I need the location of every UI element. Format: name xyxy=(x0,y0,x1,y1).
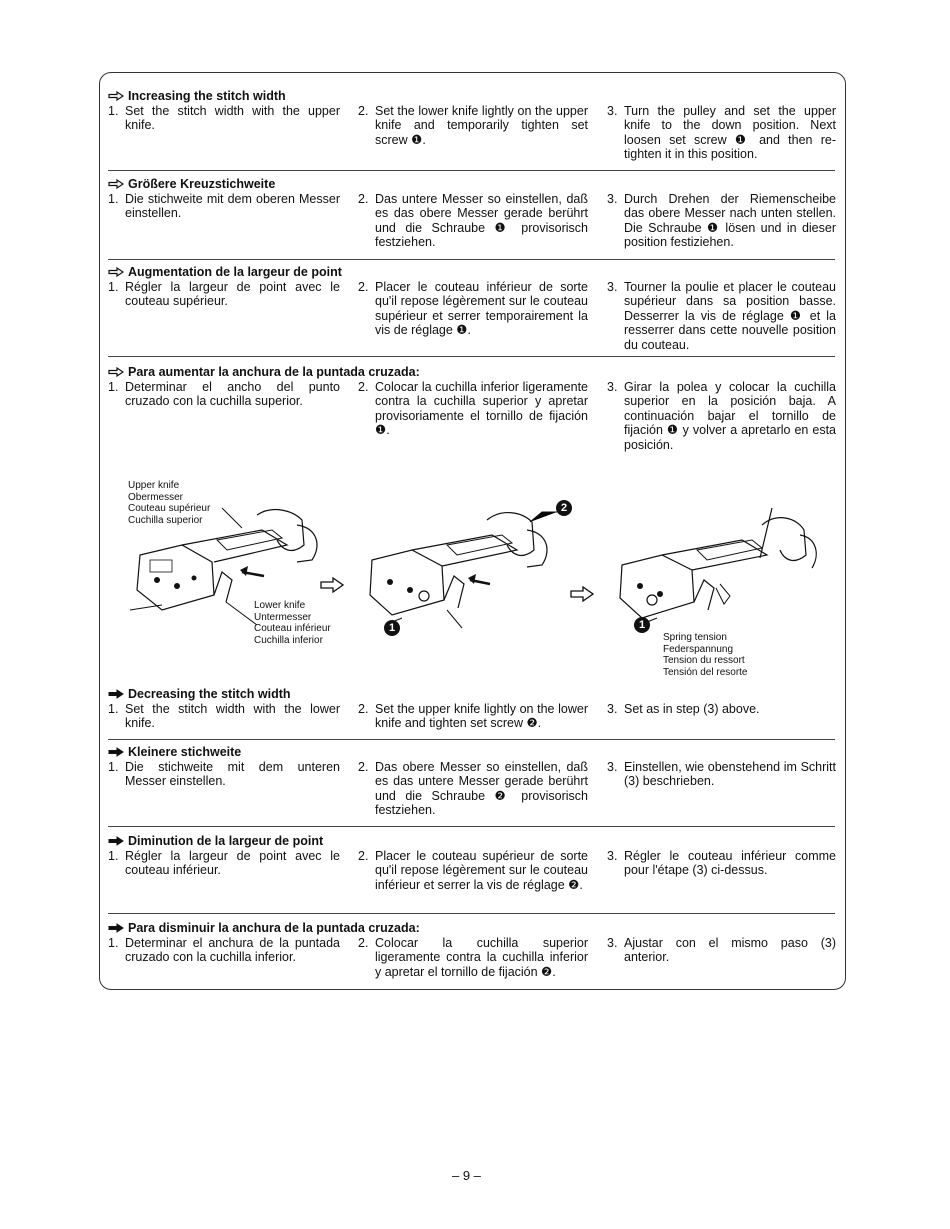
divider xyxy=(108,739,835,740)
next-step-arrow-icon xyxy=(570,586,594,602)
step-1: 1. Die stichweite mit dem oberen Messer einstellen. xyxy=(108,191,340,221)
solid-arrow-icon xyxy=(108,747,128,757)
step-3: 3. Turn the pulley and set the upper knife to the down position. Next loosen set screw ❶ and then re-tighten it in this position. xyxy=(607,103,836,162)
lower-knife-label: Lower knife Untermesser Couteau inférieur Cuchilla inferior xyxy=(254,600,331,646)
mechanism-illustration-right xyxy=(612,500,822,630)
step-2: 2. Colocar la cuchilla inferior ligeramente contra la cuchilla superior y apretar provisoriamente el tornillo de fijación ❶. xyxy=(358,379,588,438)
section-heading: Decreasing the stitch width xyxy=(128,687,291,701)
solid-arrow-icon xyxy=(108,836,128,846)
section-increase-fr xyxy=(108,265,836,352)
section-heading: Para aumentar la anchura de la puntada cruzada: xyxy=(128,365,420,379)
step-3: 3. Régler le couteau inférieur comme pour l'étape (3) ci-dessus. xyxy=(607,848,836,878)
screw-1-callout: 1 xyxy=(384,620,400,636)
step-3: 3. Girar la polea y colocar la cuchilla superior en la posición baja. A continuación bajar el tornillo de fijación ❶ y volver a apretarlo en esta posición. xyxy=(607,379,836,452)
step-1: 1. Set the stitch width with the lower knife. xyxy=(108,701,340,731)
mechanism-illustration-middle xyxy=(362,500,572,635)
step-2: 2. Set the upper knife lightly on the lower knife and tighten set screw ❷. xyxy=(358,701,588,731)
solid-arrow-icon xyxy=(108,689,128,699)
step-3: 3. Tourner la poulie et placer le couteau supérieur dans sa position basse. Desserrer la vis de réglage ❶ et la resserrer dans cette nouvelle position du couteau. xyxy=(607,279,836,352)
open-arrow-icon xyxy=(108,267,128,277)
step-2: 2. Set the lower knife lightly on the upper knife and temporarily tighten set screw ❶. xyxy=(358,103,588,147)
step-1: 1. Die stichweite mit dem unteren Messer einstellen. xyxy=(108,759,340,789)
divider xyxy=(108,170,835,171)
next-step-arrow-icon xyxy=(320,577,344,593)
step-1: 1. Set the stitch width with the upper knife. xyxy=(108,103,340,133)
section-heading: Increasing the stitch width xyxy=(128,89,286,103)
step-1: 1. Régler la largeur de point avec le couteau supérieur. xyxy=(108,279,340,309)
divider xyxy=(108,356,835,357)
step-2: 2. Das untere Messer so einstellen, daß es das obere Messer gerade berührt und die Schraube ❶ provisorisch festziehen. xyxy=(358,191,588,250)
section-heading: Kleinere stichweite xyxy=(128,745,242,759)
divider xyxy=(108,259,835,260)
section-increase-es xyxy=(108,365,836,452)
step-2: 2. Placer le couteau supérieur de sorte qu'il repose légèrement sur le couteau inférieur et serrer la vis de réglage ❷. xyxy=(358,848,588,892)
step-2: 2. Placer le couteau inférieur de sorte qu'il repose légèrement sur le couteau supérieur et serrer temporairement la vis de réglage ❶. xyxy=(358,279,588,338)
page-number: – 9 – xyxy=(452,1168,481,1183)
step-3: 3. Set as in step (3) above. xyxy=(607,701,760,716)
step-3: 3. Durch Drehen der Riemenscheibe das obere Messer nach unten stellen. Die Schraube ❶ lösen und in dieser position festiziehen. xyxy=(607,191,836,250)
section-heading: Größere Kreuzstichweite xyxy=(128,177,276,191)
step-2: 2. Das obere Messer so einstellen, daß es das untere Messer gerade berührt und die Schraube ❷ provisorisch festziehen. xyxy=(358,759,588,818)
divider xyxy=(108,826,835,827)
section-increase-de xyxy=(108,177,836,250)
step-3: 3. Ajustar con el mismo paso (3) anterior. xyxy=(607,935,836,965)
section-heading: Augmentation de la largeur de point xyxy=(128,265,342,279)
section-heading: Diminution de la largeur de point xyxy=(128,834,324,848)
open-arrow-icon xyxy=(108,179,128,189)
step-1: 1. Determinar el anchura de la puntada cruzado con la cuchilla inferior. xyxy=(108,935,340,965)
section-decrease-en xyxy=(108,687,836,731)
step-1: 1. Determinar el ancho del punto cruzado con la cuchilla superior. xyxy=(108,379,340,409)
spring-tension-label: Spring tension Federspannung Tension du ressort Tensión del resorte xyxy=(663,632,748,678)
open-arrow-icon xyxy=(108,91,128,101)
divider xyxy=(108,913,835,914)
solid-arrow-icon xyxy=(108,923,128,933)
open-arrow-icon xyxy=(108,367,128,377)
section-decrease-fr xyxy=(108,834,836,892)
section-heading: Para disminuir la anchura de la puntada cruzada: xyxy=(128,921,420,935)
section-decrease-de xyxy=(108,745,836,818)
step-2: 2. Colocar la cuchilla superior ligeramente contra la cuchilla inferior y apretar el tornillo de fijación ❷. xyxy=(358,935,588,979)
step-1: 1. Régler la largeur de point avec le couteau inférieur. xyxy=(108,848,340,878)
section-increase-en xyxy=(108,89,836,162)
screw-1-callout: 1 xyxy=(634,617,650,633)
section-decrease-es xyxy=(108,921,836,979)
step-3: 3. Einstellen, wie obenstehend im Schritt (3) beschrieben. xyxy=(607,759,836,789)
screw-2-callout: 2 xyxy=(556,500,572,516)
upper-knife-label: Upper knife Obermesser Couteau supérieur Cuchilla superior xyxy=(128,480,211,526)
